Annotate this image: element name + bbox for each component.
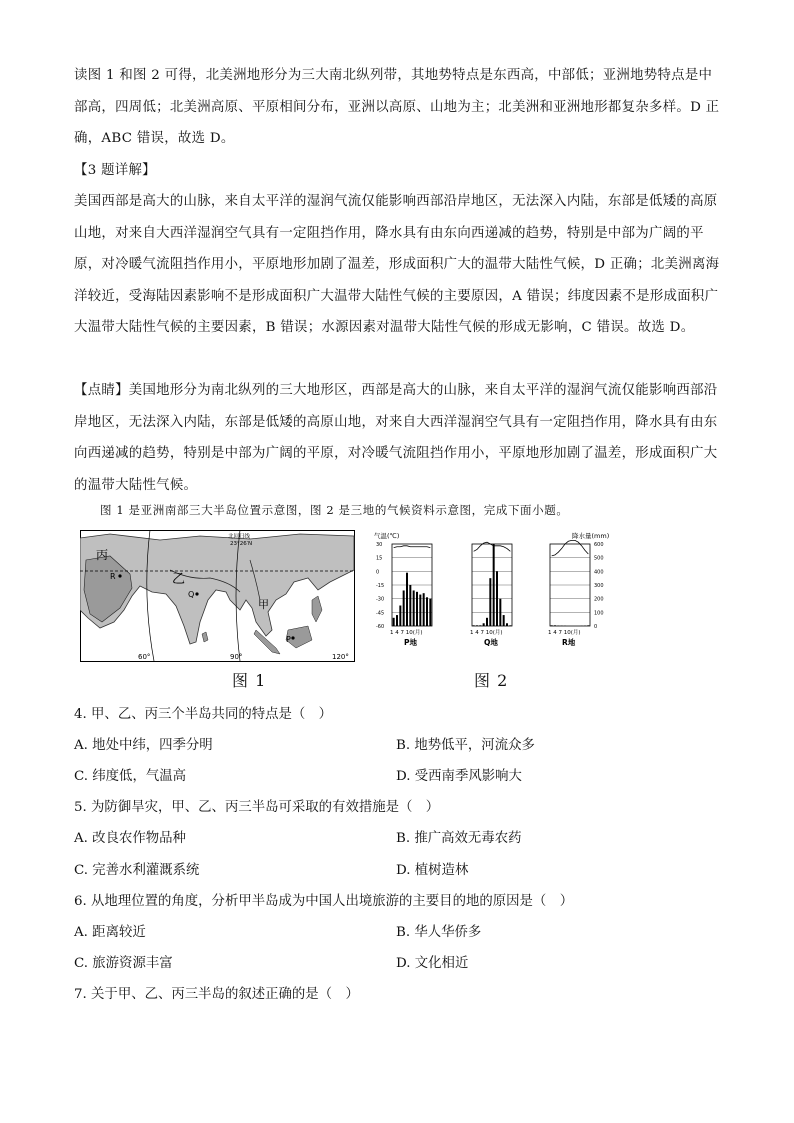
precip-bar	[413, 590, 415, 626]
temp-tick: 15	[376, 555, 383, 562]
temp-tick: 30	[376, 542, 383, 548]
q6-option-d[interactable]: D. 文化相近	[396, 956, 469, 971]
precip-bar	[587, 625, 589, 626]
point-Q	[195, 592, 198, 595]
precip-bar	[479, 625, 481, 626]
precip-bar	[409, 585, 411, 626]
q5-option-a[interactable]: A. 改良农作物品种	[74, 831, 186, 846]
explanation-paragraph: 美国西部是高大的山脉，来自太平洋的湿润气流仅能影响西部沿岸地区，无法深入内陆，东部是低矮的高原山地，对来自大西洋湿润空气具有一定阻挡作用，降水具有由东向西递减的趋势，特别是中部为广阔的平原，对冷暖气流阻挡作用小，平原地形加剧了温差，形成面积广大的温带大陆性气候，D 正确；北美洲离海洋较近，受海陆因素影响不是形成面积广大温带大陆性气候的主要原因，A 错误；纬度因素不是形成面积广大温带大陆性气候的主要因素，B 错误；水源因素对温带大陆性气候的形成无影响，C 错误。故选 D。	[74, 194, 720, 335]
question-4: 4. 甲、乙、丙三个半岛共同的特点是（ ）	[74, 707, 333, 722]
precip-bar	[509, 625, 511, 626]
precip-bar	[476, 625, 478, 626]
question-6: 6. 从地理位置的角度，分析甲半岛成为中国人出境旅游的主要目的地的原因是（ ）	[74, 894, 574, 909]
precip-tick: 100	[594, 610, 604, 617]
precip-bar	[403, 590, 405, 626]
lon-90-label: 90°	[230, 653, 243, 661]
precip-bar	[429, 599, 431, 626]
section-heading: 【3 题详解】	[74, 163, 156, 178]
temp-tick: -60	[376, 624, 385, 630]
precip-bar	[419, 595, 421, 626]
q5-option-c[interactable]: C. 完善水利灌溉系统	[74, 863, 200, 878]
month-ticks: 1 4 7 10(月)	[548, 630, 581, 636]
month-ticks: 1 4 7 10(月)	[390, 630, 423, 636]
precip-bar	[399, 606, 401, 627]
precip-tick: 0	[594, 624, 598, 630]
panel-title: R地	[562, 638, 576, 647]
precip-tick: 600	[594, 542, 604, 548]
label-R: R	[110, 572, 116, 581]
question-5: 5. 为防御旱灾，甲、乙、丙三半岛可采取的有效措施是（ ）	[74, 800, 440, 815]
q5-option-d[interactable]: D. 植树造林	[396, 863, 469, 878]
q5-option-b[interactable]: B. 推广高效无毒农药	[396, 831, 522, 846]
precip-bar	[486, 618, 488, 626]
precip-bar	[406, 573, 408, 626]
map-figure	[80, 530, 355, 662]
question-7: 7. 关于甲、乙、丙三半岛的叙述正确的是（ ）	[74, 987, 359, 1002]
month-ticks: 1 4 7 10(月)	[470, 630, 503, 636]
precip-bar	[393, 618, 395, 626]
temp-axis-title: 气温(℃)	[374, 532, 400, 540]
label-P: P	[286, 635, 291, 644]
panel-title: P地	[404, 638, 417, 647]
precip-tick: 200	[594, 596, 604, 603]
precip-axis-title: 降水量(mm)	[572, 532, 610, 540]
precip-bar	[554, 625, 556, 626]
label-yi: 乙	[172, 572, 186, 587]
precip-bar	[426, 597, 428, 626]
temp-tick: -45	[376, 610, 385, 617]
label-jia: 甲	[258, 598, 269, 611]
figure-caption: 图 1 是亚洲南部三大半岛位置示意图，图 2 是三地的气候资料示意图，完成下面小题。	[100, 503, 569, 517]
temp-tick: 0	[376, 569, 380, 576]
temp-tick: -30	[376, 596, 385, 603]
figure1-label: 图 1	[232, 671, 267, 690]
q6-option-a[interactable]: A. 距离较近	[74, 925, 146, 940]
tropic-lat-label: 23°26′N	[230, 541, 253, 547]
panel-title: Q地	[484, 638, 498, 647]
tropic-label: 北回归线	[228, 534, 251, 540]
figure2-label: 图 2	[474, 671, 509, 690]
precip-bar	[489, 578, 491, 626]
precip-bar	[423, 593, 425, 626]
precip-bar	[493, 544, 495, 626]
key-point-paragraph: 【点睛】美国地形分为南北纵列的三大地形区，西部是高大的山脉，来自太平洋的湿润气流仅能影响西部沿岸地区，无法深入内陆，东部是低矮的高原山地，对来自大西洋湿润空气具有一定阻挡作用，降水具有由东向西递减的趋势，特别是中部为广阔的平原，对冷暖气流阻挡作用小，平原地形加剧了温差，形成面积广大的温带大陆性气候。	[74, 383, 718, 493]
q6-option-b[interactable]: B. 华人华侨多	[396, 925, 482, 940]
precip-tick: 300	[594, 583, 604, 589]
q6-option-c[interactable]: C. 旅游资源丰富	[74, 956, 173, 971]
precip-bar	[496, 571, 498, 626]
precip-tick: 400	[594, 569, 604, 576]
precip-bar	[473, 625, 475, 626]
q4-option-a[interactable]: A. 地处中纬，四季分明	[74, 738, 213, 753]
lon-60-label: 60°	[138, 653, 151, 661]
precip-bar	[503, 615, 505, 626]
precip-bar	[483, 623, 485, 626]
q4-option-b[interactable]: B. 地势低平，河流众多	[396, 738, 535, 753]
point-R	[118, 574, 121, 577]
point-P	[291, 636, 294, 639]
label-Q: Q	[188, 590, 195, 599]
climate-charts	[372, 530, 622, 660]
precip-bar	[499, 599, 501, 626]
label-bing: 丙	[96, 548, 109, 562]
precip-bar	[551, 625, 553, 626]
precip-tick: 500	[594, 555, 604, 562]
precip-bar	[506, 623, 508, 626]
q4-option-c[interactable]: C. 纬度低，气温高	[74, 769, 187, 784]
precip-bar	[396, 615, 398, 626]
lon-120-label: 120°	[332, 653, 349, 661]
answer-paragraph-1: 读图 1 和图 2 可得，北美洲地形分为三大南北纵列带，其地势特点是东西高，中部低；亚洲地势特点是中部高，四周低；北美洲高原、平原相间分布，亚洲以高原、山地为主；北美洲和亚洲地形都复杂多样。D 正确，ABC 错误，故选 D。	[74, 68, 720, 146]
q4-option-d[interactable]: D. 受西南季风影响大	[396, 769, 522, 784]
precip-bar	[416, 592, 418, 626]
temp-tick: -15	[376, 583, 385, 589]
